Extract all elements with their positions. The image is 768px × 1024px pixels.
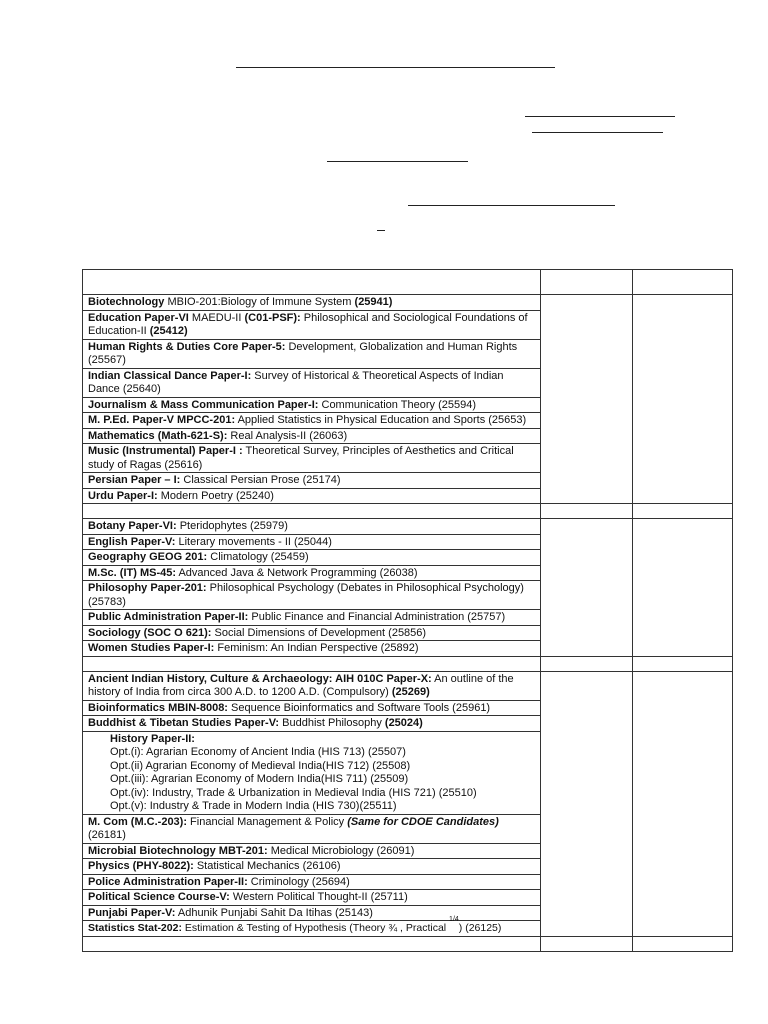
header-rule-4 bbox=[327, 161, 468, 162]
table-row: Botany Paper-VI: Pteridophytes (25979) bbox=[83, 519, 733, 535]
history-option: Opt.(ii) Agrarian Economy of Medieval India(HIS 712) (25508) bbox=[110, 759, 411, 772]
table-row: Geography GEOG 201: Climatology (25459) bbox=[83, 550, 733, 566]
table-row: Physics (PHY-8022): Statistical Mechanics (26106) bbox=[83, 859, 733, 875]
header-cell-2 bbox=[541, 270, 633, 295]
table-row: M. P.Ed. Paper-V MPCC-201: Applied Statistics in Physical Education and Sports (25653) bbox=[83, 413, 733, 429]
table-header-row bbox=[83, 270, 733, 295]
table-row: English Paper-V: Literary movements - II (25044) bbox=[83, 534, 733, 550]
history-option: Opt.(v): Industry & Trade in Modern India (HIS 730)(25511) bbox=[110, 800, 397, 812]
table-row: M. Com (M.C.-203): Financial Management & Policy (Same for CDOE Candidates) (26181) bbox=[83, 814, 733, 843]
table-row: Human Rights & Duties Core Paper-5: Development, Globalization and Human Rights (25567) bbox=[83, 339, 733, 368]
exam-schedule-table bbox=[82, 269, 733, 952]
header-cell-paper bbox=[83, 270, 541, 295]
table-row: Public Administration Paper-II: Public Finance and Financial Administration (25757) bbox=[83, 610, 733, 626]
fraction-superscript: 1/4 bbox=[449, 916, 459, 923]
group-3-cell-2 bbox=[541, 671, 633, 936]
group-2-cell-2 bbox=[541, 519, 633, 657]
table-row: Punjabi Paper-V: Adhunik Punjabi Sahit Da Itihas (25143) bbox=[83, 905, 733, 921]
group-separator-row bbox=[83, 504, 733, 519]
header-cell-3 bbox=[633, 270, 733, 295]
table-row: Women Studies Paper-I: Feminism: An Indian Perspective (25892) bbox=[83, 641, 733, 657]
table-row: Journalism & Mass Communication Paper-I: Communication Theory (25594) bbox=[83, 397, 733, 413]
table-row: Political Science Course-V: Western Political Thought-II (25711) bbox=[83, 890, 733, 906]
group-2-cell-3 bbox=[633, 519, 733, 657]
header-rule-2 bbox=[525, 116, 675, 117]
history-title: History Paper-II: bbox=[110, 732, 195, 745]
table-row: Buddhist & Tibetan Studies Paper-V: Buddhist Philosophy (25024) bbox=[83, 716, 733, 732]
table-row: Urdu Paper-I: Modern Poetry (25240) bbox=[83, 488, 733, 504]
table-row: M.Sc. (IT) MS-45: Advanced Java & Network Programming (26038) bbox=[83, 565, 733, 581]
header-rule-3 bbox=[532, 132, 663, 133]
history-option: Opt.(iii): Agrarian Economy of Modern India(HIS 711) (25509) bbox=[110, 773, 409, 785]
table-row: Indian Classical Dance Paper-I: Survey of Historical & Theoretical Aspects of Indian Dance (25640) bbox=[83, 368, 733, 397]
table-row: Philosophy Paper-201: Philosophical Psychology (Debates in Philosophical Psychology) (25783) bbox=[83, 581, 733, 610]
table-row: Mathematics (Math-621-S): Real Analysis-II (26063) bbox=[83, 428, 733, 444]
table-row: Persian Paper – I: Classical Persian Prose (25174) bbox=[83, 473, 733, 489]
table-row: Education Paper-VI MAEDU-II (C01-PSF): Philosophical and Sociological Foundations of Education-II (25412) bbox=[83, 310, 733, 339]
header-rule-5 bbox=[408, 205, 615, 206]
group-3-cell-3 bbox=[633, 671, 733, 936]
header-rule-6 bbox=[377, 230, 385, 231]
table-footer-row bbox=[83, 936, 733, 951]
table-row: Microbial Biotechnology MBT-201: Medical Microbiology (26091) bbox=[83, 843, 733, 859]
table-row: Bioinformatics MBIN-8008: Sequence Bioinformatics and Software Tools (25961) bbox=[83, 700, 733, 716]
table-row: Music (Instrumental) Paper-I : Theoretical Survey, Principles of Aesthetics and Critical study of Ragas (25616) bbox=[83, 444, 733, 473]
header-rule-1 bbox=[236, 67, 555, 68]
table-row: Biotechnology MBIO-201:Biology of Immune System (25941) bbox=[83, 295, 733, 311]
group-separator-row bbox=[83, 656, 733, 671]
table-row: Ancient Indian History, Culture & Archaeology: AIH 010C Paper-X: An outline of the history of India from circa 300 A.D. to 1200 A.D. (Compulsory) (25269) bbox=[83, 671, 733, 700]
table-row: Police Administration Paper-II: Criminology (25694) bbox=[83, 874, 733, 890]
table-row: Sociology (SOC O 621): Social Dimensions of Development (25856) bbox=[83, 625, 733, 641]
history-option: Opt.(i): Agrarian Economy of Ancient India (HIS 713) (25507) bbox=[110, 746, 406, 758]
table-row: Statistics Stat-202: Estimation & Testing of Hypothesis (Theory ¾ , Practical $^{1/4}$) (26125) bbox=[83, 921, 733, 937]
group-1-cell-2 bbox=[541, 295, 633, 504]
history-option: Opt.(iv): Industry, Trade & Urbanization in Medieval India (HIS 721) (25510) bbox=[110, 786, 477, 799]
group-1-cell-3 bbox=[633, 295, 733, 504]
